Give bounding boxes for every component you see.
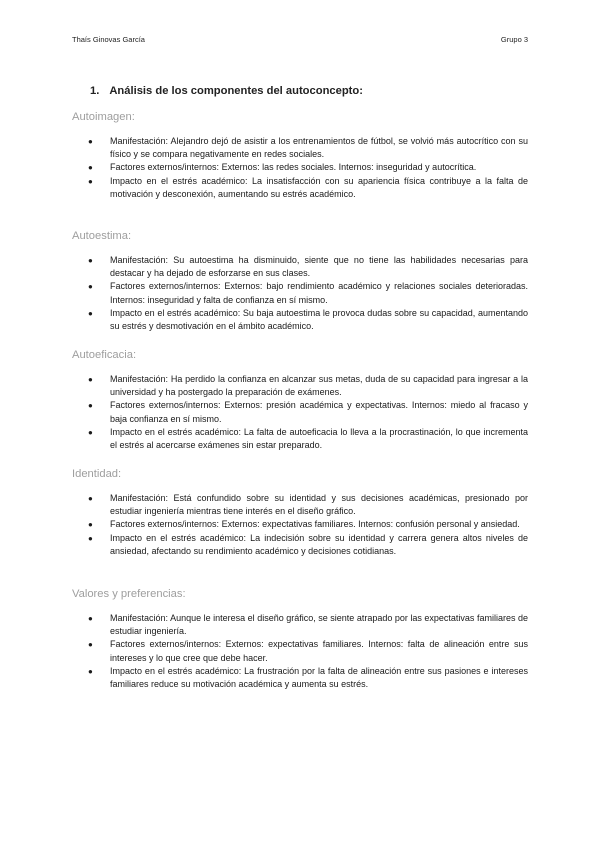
list-item: ● Manifestación: Su autoestima ha disminuido, siente que no tiene las habilidades necesarias para destacar y ha dejado de esforzarse en sus clases. <box>88 255 528 279</box>
list-item: ● Impacto en el estrés académico: La frustración por la falta de alineación entre sus pasiones e intereses familiares reduce su motivación académica y aumenta su estrés. <box>88 665 528 690</box>
section-list <box>72 492 528 558</box>
item-label: Impacto en el estrés académico: <box>110 426 241 437</box>
section-list <box>72 135 528 201</box>
list-item: ● Impacto en el estrés académico: La falta de autoeficacia lo lleva a la procrastinación, lo que incrementa el estrés al acercarse exámenes sin estar preparado. <box>88 426 528 451</box>
section-title: Autoeficacia: <box>72 349 137 361</box>
page-header <box>72 35 528 44</box>
section-autoeficacia <box>72 349 528 452</box>
item-label: Factores externos/internos: <box>110 281 221 292</box>
item-text: Externos: bajo rendimiento académico y relaciones sociales deterioradas. Internos: inseguridad y falta de confianza en sí mismo. <box>110 281 528 305</box>
list-item: ● Factores externos/internos: Externos: expectativas familiares. Internos: confusión personal y ansiedad. <box>88 519 520 530</box>
list-item: ● Manifestación: Alejandro dejó de asistir a los entrenamientos de fútbol, se volvió más autocrítico con su físico y se compara negativamente en redes sociales. <box>88 136 528 160</box>
item-label: Factores externos/internos: <box>110 400 221 411</box>
main-heading <box>90 85 363 97</box>
item-label: Factores externos/internos: <box>110 162 220 173</box>
section-identidad <box>72 468 528 558</box>
list-item: ● Factores externos/internos: Externos: expectativas familiares. Internos: falta de alineación entre sus intereses y lo que cree que debe hacer. <box>88 639 528 663</box>
section-title: Autoimagen: <box>72 111 135 123</box>
item-text: La indecisión sobre su identidad y carrera genera altos niveles de ansiedad, afectando su rendimiento académico y decisiones cotidianas. <box>110 532 528 556</box>
item-text: Su baja autoestima le provoca dudas sobre su capacidad, aumentando su estrés y desmotivación en el ámbito académico. <box>110 307 528 332</box>
heading-text: Análisis de los componentes del autoconcepto: <box>109 85 363 97</box>
list-item: ● Impacto en el estrés académico: La indecisión sobre su identidad y carrera genera altos niveles de ansiedad, afectando su rendimiento académico y decisiones cotidianas. <box>88 532 528 556</box>
heading-number: 1. <box>90 85 100 97</box>
item-label: Factores externos/internos: <box>110 519 220 530</box>
item-label: Manifestación: <box>110 136 169 146</box>
item-text: Alejandro dejó de asistir a los entrenamientos de fútbol, se volvió más autocrítico con su físico y se compara negativamente en redes sociales. <box>110 136 528 160</box>
section-list <box>72 612 528 691</box>
item-label: Manifestación: <box>110 374 169 384</box>
list-item: ● Impacto en el estrés académico: La insatisfacción con su apariencia física contribuye a la falta de motivación y desconexión, aumentando su estrés académico. <box>88 175 528 199</box>
item-text: Externos: expectativas familiares. Internos: confusión personal y ansiedad. <box>221 519 520 530</box>
section-autoestima <box>72 230 528 333</box>
section-list <box>72 254 528 333</box>
item-text: La falta de autoeficacia lo lleva a la procrastinación, lo que incrementa el estrés al acercarse exámenes sin estar preparado. <box>110 426 528 451</box>
group-label: Grupo 3 <box>500 35 528 44</box>
item-text: Está confundido sobre su identidad y sus decisiones académicas, presionado por estudiar ingeniería mientras tiene interés en el diseño gráfico. <box>110 493 528 517</box>
item-text: La insatisfacción con su apariencia física contribuye a la falta de motivación y desconexión, aumentando su estrés académico. <box>110 175 528 199</box>
section-title: Autoestima: <box>72 230 132 242</box>
item-label: Impacto en el estrés académico: <box>110 665 242 676</box>
item-label: Impacto en el estrés académico: <box>110 307 241 318</box>
item-label: Factores externos/internos: <box>110 639 222 650</box>
list-item: ● Manifestación: Aunque le interesa el diseño gráfico, se siente atrapado por las expectativas familiares de estudiar ingeniería. <box>88 613 528 637</box>
section-list <box>72 373 528 452</box>
item-text: Ha perdido la confianza en alcanzar sus metas, duda de su capacidad para ingresar a la universidad y ha postergado la preparación de exámenes. <box>110 374 528 398</box>
item-label: Manifestación: <box>110 255 169 265</box>
item-label: Impacto en el estrés académico: <box>110 175 248 186</box>
section-autoimagen <box>72 111 528 201</box>
list-item: ● Factores externos/internos: Externos: presión académica y expectativas. Internos: miedo al fracaso y baja confianza en sí mismo. <box>88 400 528 424</box>
list-item: ● Factores externos/internos: Externos: las redes sociales. Internos: inseguridad y autocrítica. <box>88 162 477 173</box>
section-title: Valores y preferencias: <box>72 588 186 600</box>
item-text: Aunque le interesa el diseño gráfico, se siente atrapado por las expectativas familiares de estudiar ingeniería. <box>110 613 528 637</box>
item-text: Externos: expectativas familiares. Internos: falta de alineación entre sus intereses y lo que cree que debe hacer. <box>110 639 528 663</box>
item-label: Impacto en el estrés académico: <box>110 532 247 543</box>
item-text: Externos: las redes sociales. Internos: inseguridad y autocrítica. <box>221 162 477 173</box>
item-text: Externos: presión académica y expectativas. Internos: miedo al fracaso y baja confianza en sí mismo. <box>110 400 528 424</box>
section-valores <box>72 588 528 691</box>
section-title: Identidad: <box>72 468 122 480</box>
item-label: Manifestación: <box>110 493 169 503</box>
list-item: ● Impacto en el estrés académico: Su baja autoestima le provoca dudas sobre su capacidad, aumentando su estrés y desmotivación en el ámbito académico. <box>88 307 528 332</box>
author-name: Thaís Ginovas García <box>72 35 145 44</box>
list-item: ● Manifestación: Ha perdido la confianza en alcanzar sus metas, duda de su capacidad para ingresar a la universidad y ha postergado la preparación de exámenes. <box>88 374 528 398</box>
list-item: ● Factores externos/internos: Externos: bajo rendimiento académico y relaciones sociales deterioradas. Internos: inseguridad y falta de confianza en sí mismo. <box>88 281 528 305</box>
list-item: ● Manifestación: Está confundido sobre su identidad y sus decisiones académicas, presionado por estudiar ingeniería mientras tiene interés en el diseño gráfico. <box>88 493 528 517</box>
item-text: Su autoestima ha disminuido, siente que no tiene las habilidades necesarias para destacar y ha dejado de esforzarse en sus clases. <box>110 255 528 279</box>
item-text: La frustración por la falta de alineación entre sus pasiones e intereses familiares reduce su motivación académica y aumenta su estrés. <box>110 665 528 690</box>
item-label: Manifestación: <box>110 613 169 623</box>
